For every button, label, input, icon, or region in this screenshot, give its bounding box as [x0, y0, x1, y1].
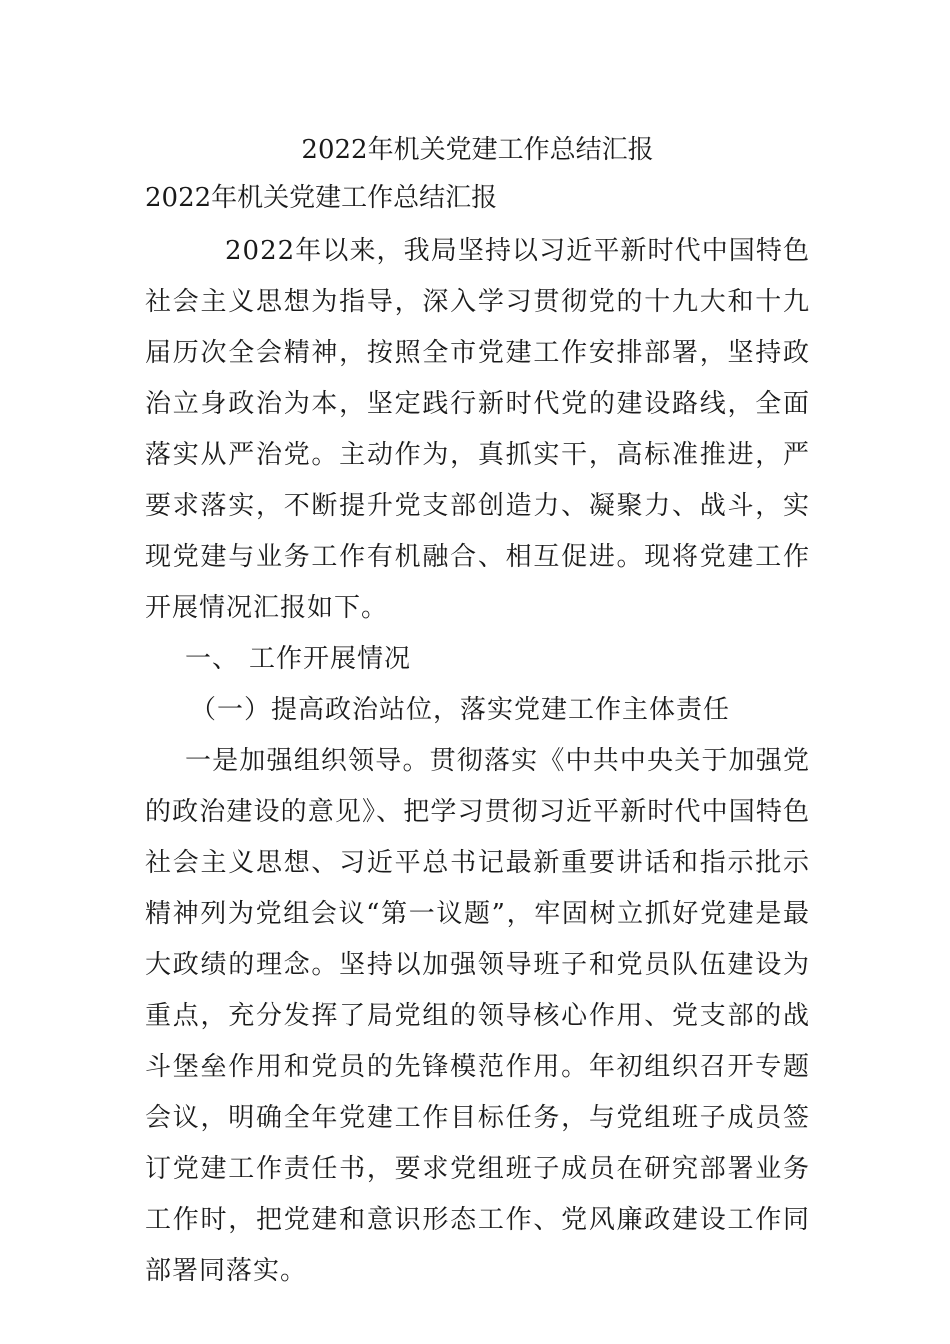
section-heading — [145, 634, 810, 685]
intro-paragraph: 2022年以来，我局坚持以习近平新时代中国特色社会主义思想为指导，深入学习贯彻党的十九大和十九届历次全会精神，按照全市党建工作安排部署，坚持政治立身政治为本，坚定践行新时代党的建设路线，全面落实从严治党。主动作为，真抓实干，高标准推进，严要求落实，不断提升党支部创造力、凝聚力、战斗，实现党建与业务工作有机融合、相互促进。现将党建工作开展情况汇报如下。 — [145, 236, 810, 623]
document-body — [145, 128, 810, 1297]
section-number: 一、 — [185, 644, 240, 674]
subsection-heading: （一）提高政治站位，落实党建工作主体责任 — [190, 695, 731, 725]
section-title: 工作开展情况 — [249, 644, 412, 674]
document-title: 2022年机关党建工作总结汇报 — [301, 135, 654, 165]
document-subtitle: 2022年机关党建工作总结汇报 — [145, 183, 498, 213]
body-paragraph: 一是加强组织领导。贯彻落实《中共中央关于加强党的政治建设的意见》、把学习贯彻习近平新时代中国特色社会主义思想、习近平总书记最新重要讲话和指示批示精神列为党组会议“第一议题”，牢固树立抓好党建是最大政绩的理念。坚持以加强领导班子和党员队伍建设为重点，充分发挥了局党组的领导核心作用、党支部的战斗堡垒作用和党员的先锋模范作用。年初组织召开专题会议，明确全年党建工作目标任务，与党组班子成员签订党建工作责任书，要求党组班子成员在研究部署业务工作时，把党建和意识形态工作、党风廉政建设工作同部署同落实。 — [145, 746, 810, 1286]
